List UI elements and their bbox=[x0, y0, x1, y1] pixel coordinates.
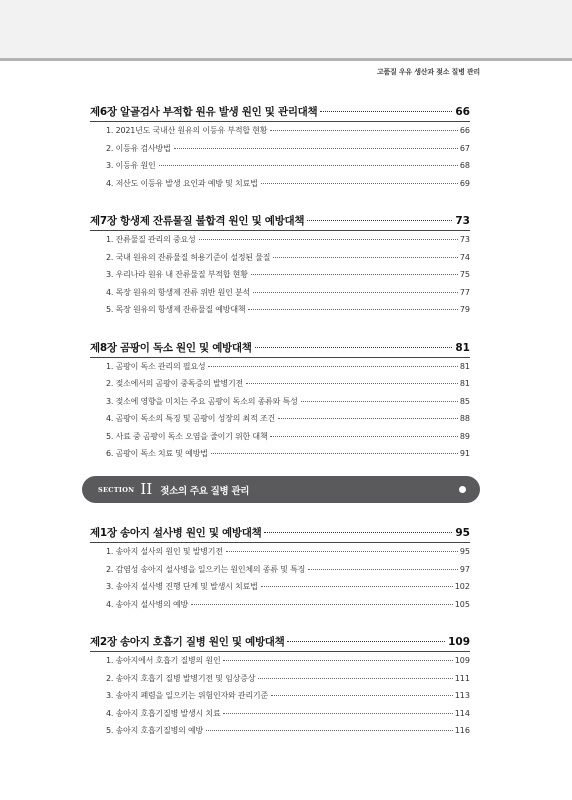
section-list bbox=[90, 358, 470, 466]
chapter-block bbox=[90, 205, 470, 322]
entry-title: 4. 송아지 설사병의 예방 bbox=[106, 599, 189, 609]
dot-leader bbox=[211, 453, 458, 454]
entry-title: 5. 송아지 호흡기질병의 예방 bbox=[106, 726, 204, 735]
chapter-title: 제2장 송아지 호흡기 질병 원인 및 예방대책 bbox=[90, 636, 285, 648]
chapter-block bbox=[90, 332, 470, 466]
entry-page: 114 bbox=[454, 708, 470, 718]
entry-page: 111 bbox=[454, 673, 470, 683]
dot-leader bbox=[264, 532, 452, 533]
toc-entry[interactable] bbox=[90, 361, 470, 379]
dot-leader bbox=[301, 401, 458, 402]
dot-leader bbox=[255, 347, 453, 348]
toc-entry[interactable] bbox=[90, 708, 470, 726]
entry-title: 4. 곰팡이 독소의 특징 및 곰팡이 성장의 최적 조건 bbox=[106, 414, 276, 423]
entry-page: 81 bbox=[459, 361, 470, 371]
section-list bbox=[90, 231, 470, 322]
toc-entry[interactable] bbox=[90, 304, 470, 322]
toc-entry[interactable] bbox=[90, 178, 470, 196]
entry-title: 2. 이등유 검사방법 bbox=[106, 143, 171, 153]
toc-entry[interactable] bbox=[90, 448, 470, 466]
dot-leader bbox=[273, 257, 457, 258]
toc-entry[interactable] bbox=[90, 725, 470, 743]
entry-title: 2. 젖소에서의 곰팡이 중독증의 발병기전 bbox=[106, 379, 244, 388]
dot-leader bbox=[270, 130, 458, 131]
bullet-dot-icon bbox=[459, 486, 466, 493]
dot-leader bbox=[287, 641, 445, 642]
entry-title: 1. 송아지 설사의 원인 및 발병기전 bbox=[106, 547, 223, 556]
toc-entry[interactable] bbox=[90, 287, 470, 305]
entry-title: 1. 2021년도 국내산 원유의 이등유 부적합 현황 bbox=[106, 126, 268, 135]
toc-entry[interactable] bbox=[90, 143, 470, 161]
chapter-block bbox=[90, 96, 470, 195]
entry-page: 73 bbox=[459, 235, 470, 244]
chapter-heading[interactable] bbox=[90, 517, 470, 543]
entry-page: 88 bbox=[459, 414, 470, 423]
entry-page: 116 bbox=[454, 726, 470, 735]
entry-title: 5. 사료 중 곰팡이 독소 오염을 줄이기 위한 대책 bbox=[106, 431, 268, 441]
entry-page: 102 bbox=[454, 582, 470, 591]
entry-page: 69 bbox=[459, 178, 470, 188]
dot-leader bbox=[248, 309, 457, 310]
chapter-title: 제6장 알골검사 부적합 원유 발생 원인 및 관리대책 bbox=[90, 106, 318, 118]
toc-entry[interactable] bbox=[90, 378, 470, 396]
entry-page: 81 bbox=[459, 379, 470, 388]
chapter-title: 제7장 항생제 잔류물질 불합격 원인 및 예방대책 bbox=[90, 215, 305, 227]
chapter-heading[interactable] bbox=[90, 205, 470, 231]
toc-entry[interactable] bbox=[90, 252, 470, 270]
chapter-title: 제1장 송아지 설사병 원인 및 예방대책 bbox=[90, 527, 262, 539]
dot-leader bbox=[223, 660, 452, 661]
section-title: 젖소의 주요 질병 관리 bbox=[160, 485, 250, 497]
header-rule bbox=[0, 58, 572, 61]
dot-leader bbox=[271, 695, 453, 696]
entry-title: 2. 감염성 송아지 설사병을 일으키는 원인체의 종류 및 특징 bbox=[106, 564, 306, 574]
entry-page: 74 bbox=[459, 252, 470, 262]
header-band bbox=[0, 0, 572, 58]
toc-entry[interactable] bbox=[90, 413, 470, 431]
toc-entry[interactable] bbox=[90, 564, 470, 582]
toc-entry[interactable] bbox=[90, 546, 470, 564]
dot-leader bbox=[308, 569, 458, 570]
entry-page: 79 bbox=[459, 305, 470, 314]
entry-page: 67 bbox=[459, 143, 470, 153]
chapter-page: 73 bbox=[455, 215, 470, 227]
entry-page: 75 bbox=[459, 270, 470, 279]
section-word: SECTION bbox=[98, 485, 135, 494]
entry-title: 3. 우리나라 원유 내 잔류물질 부적합 현황 bbox=[106, 270, 248, 279]
toc-entry[interactable] bbox=[90, 690, 470, 708]
dot-leader bbox=[159, 165, 458, 166]
toc-part-1 bbox=[90, 96, 470, 476]
entry-title: 3. 젖소에 영향을 미치는 주요 곰팡이 독소의 종류와 특성 bbox=[106, 396, 298, 406]
dot-leader bbox=[307, 220, 452, 221]
entry-title: 2. 송아지 호흡기 질병 발병기전 및 임상증상 bbox=[106, 673, 256, 683]
entry-title: 1. 곰팡이 독소 관리의 필요성 bbox=[106, 361, 206, 371]
chapter-heading[interactable] bbox=[90, 626, 470, 652]
entry-title: 1. 송아지에서 호흡기 질병의 원인 bbox=[106, 656, 221, 665]
entry-title: 6. 곰팡이 독소 치료 및 예방법 bbox=[106, 449, 208, 458]
entry-page: 113 bbox=[454, 691, 470, 700]
entry-title: 3. 송아지 폐렴을 일으키는 위험인자와 관리기준 bbox=[106, 691, 268, 700]
entry-title: 4. 목장 원유의 항생제 잔류 위반 원인 분석 bbox=[106, 287, 251, 297]
entry-page: 109 bbox=[454, 656, 470, 665]
dot-leader bbox=[261, 586, 453, 587]
toc-entry[interactable] bbox=[90, 269, 470, 287]
chapter-page: 81 bbox=[455, 341, 470, 354]
toc-entry[interactable] bbox=[90, 234, 470, 252]
dot-leader bbox=[261, 183, 458, 184]
entry-title: 3. 이등유 원인 bbox=[106, 161, 156, 170]
running-head: 고품질 우유 생산과 젖소 질병 관리 bbox=[376, 68, 480, 76]
toc-entry[interactable] bbox=[90, 160, 470, 178]
entry-title: 4. 송아지 호흡기질병 발생시 치료 bbox=[106, 708, 221, 718]
dot-leader bbox=[208, 366, 457, 367]
dot-leader bbox=[278, 418, 458, 419]
toc-entry[interactable] bbox=[90, 431, 470, 449]
entry-page: 95 bbox=[459, 547, 470, 556]
entry-page: 89 bbox=[459, 431, 470, 441]
entry-page: 77 bbox=[459, 287, 470, 297]
dot-leader bbox=[253, 292, 458, 293]
dot-leader bbox=[223, 713, 452, 714]
entry-title: 5. 목장 원유의 항생제 잔류물질 예방대책 bbox=[106, 305, 246, 314]
entry-title: 4. 저산도 이등유 발생 요인과 예방 및 치료법 bbox=[106, 178, 258, 188]
dot-leader bbox=[226, 551, 458, 552]
chapter-page: 109 bbox=[448, 636, 470, 648]
dot-leader bbox=[199, 239, 458, 240]
toc-part-2 bbox=[90, 517, 470, 753]
dot-leader bbox=[270, 436, 457, 437]
chapter-heading[interactable] bbox=[90, 96, 470, 122]
toc-entry[interactable] bbox=[90, 581, 470, 599]
dot-leader bbox=[206, 730, 453, 731]
dot-leader bbox=[320, 111, 452, 112]
dot-leader bbox=[251, 274, 458, 275]
entry-page: 91 bbox=[459, 449, 470, 458]
chapter-page: 66 bbox=[455, 106, 470, 118]
entry-page: 68 bbox=[459, 161, 470, 170]
chapter-heading[interactable] bbox=[90, 332, 470, 358]
entry-title: 2. 국내 원유의 잔류물질 허용기준이 설정된 물질 bbox=[106, 252, 271, 262]
section-list bbox=[90, 543, 470, 616]
entry-page: 97 bbox=[459, 564, 470, 574]
entry-page: 85 bbox=[459, 396, 470, 406]
section-list bbox=[90, 122, 470, 195]
section-numeral: II bbox=[140, 480, 153, 498]
toc-entry[interactable] bbox=[90, 673, 470, 691]
dot-leader bbox=[191, 604, 453, 605]
section-list bbox=[90, 652, 470, 743]
chapter-page: 95 bbox=[455, 527, 470, 539]
chapter-block bbox=[90, 517, 470, 616]
toc-entry[interactable] bbox=[90, 599, 470, 617]
entry-page: 66 bbox=[459, 126, 470, 135]
dot-leader bbox=[246, 383, 458, 384]
section-banner bbox=[82, 476, 480, 503]
entry-title: 1. 잔류물질 관리의 중요성 bbox=[106, 235, 196, 244]
dot-leader bbox=[258, 678, 452, 679]
entry-title: 3. 송아지 설사병 진행 단계 및 발생시 치료법 bbox=[106, 582, 258, 591]
chapter-block bbox=[90, 626, 470, 743]
dot-leader bbox=[174, 148, 458, 149]
entry-page: 105 bbox=[454, 599, 470, 609]
toc-entry[interactable] bbox=[90, 125, 470, 143]
toc-entry[interactable] bbox=[90, 655, 470, 673]
chapter-title: 제8장 곰팡이 독소 원인 및 예방대책 bbox=[90, 341, 252, 354]
toc-entry[interactable] bbox=[90, 396, 470, 414]
